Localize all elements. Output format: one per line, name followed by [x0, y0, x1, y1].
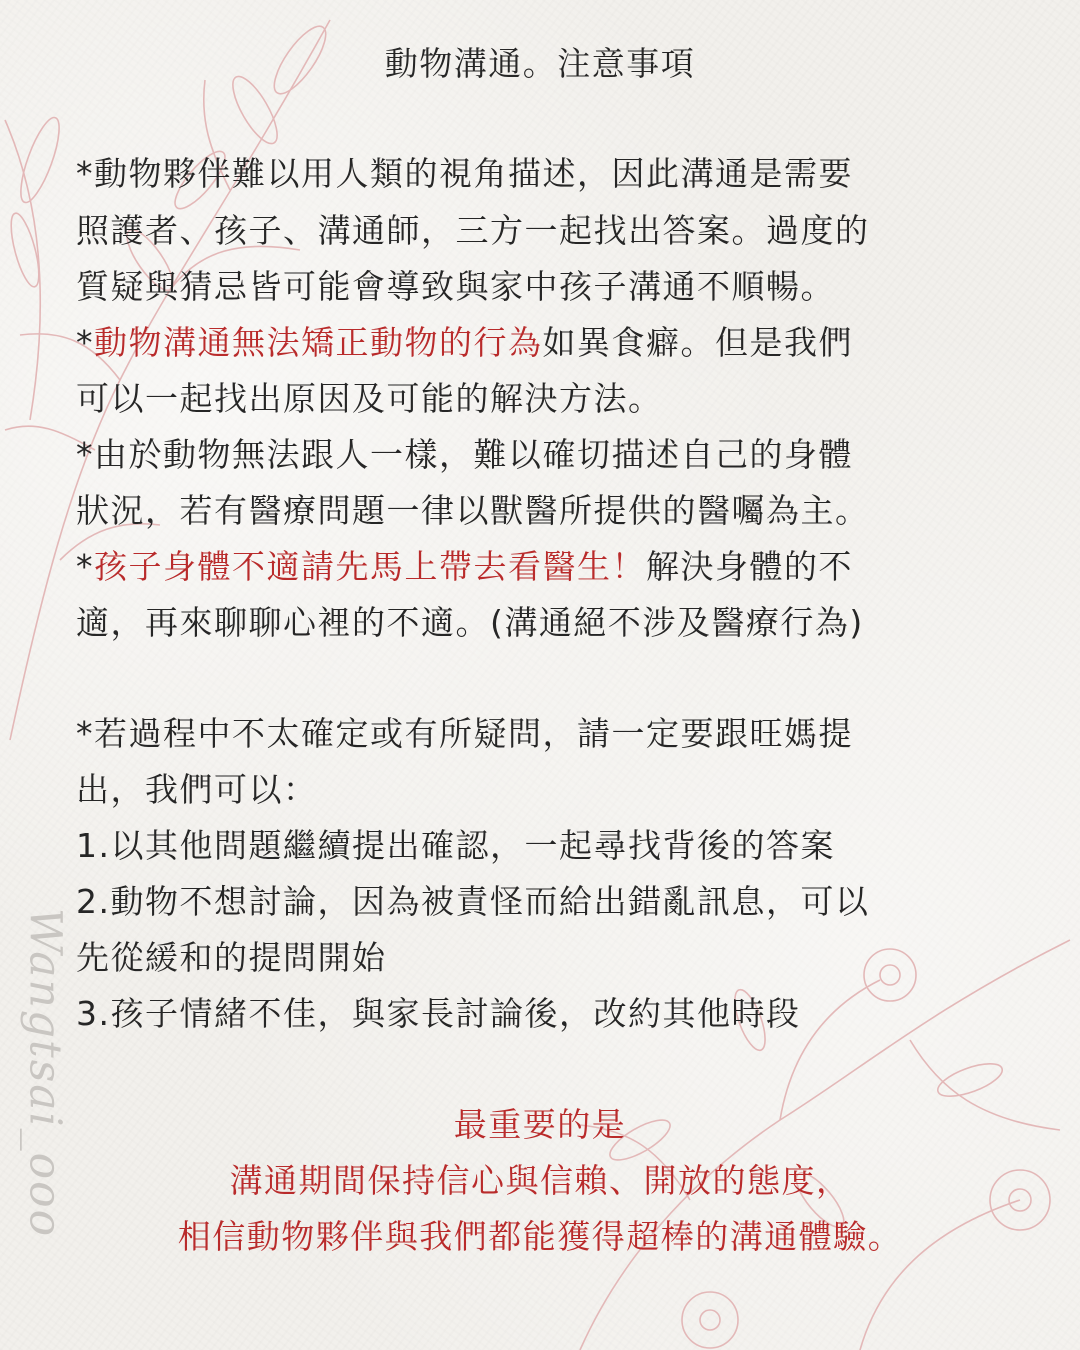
warning-highlight-doctor: 孩子身體不適請先馬上帶去看醫生！: [94, 547, 646, 586]
note-line: 質疑與猜忌皆可能會導致與家中孩子溝通不順暢。: [76, 267, 835, 306]
note-line: 適，再來聊聊心裡的不適。(溝通絕不涉及醫療行為): [76, 603, 864, 642]
note-line: *動物夥伴難以用人類的視角描述，因此溝通是需要: [76, 154, 853, 193]
note-line: *由於動物無法跟人一樣，難以確切描述自己的身體: [76, 435, 853, 474]
note-line: 可以一起找出原因及可能的解決方法。: [76, 379, 663, 418]
note-line-highlighted: [76, 547, 853, 587]
doubt-list-item: 2.動物不想討論，因為被責怪而給出錯亂訊息，可以: [76, 882, 870, 921]
doubt-line: 出，我們可以：: [76, 770, 318, 809]
note-line-highlighted: [76, 323, 853, 363]
page-title: 動物溝通。注意事項: [384, 44, 696, 83]
doubt-list-item: 1.以其他問題繼續提出確認，一起尋找背後的答案: [76, 826, 835, 865]
closing-line: 相信動物夥伴與我們都能獲得超棒的溝通體驗。: [177, 1217, 903, 1256]
closing-heading: 最重要的是: [453, 1105, 627, 1144]
note-line: 照護者、孩子、溝通師，三方一起找出答案。過度的: [76, 211, 870, 250]
note-line: 狀況，若有醫療問題一律以獸醫所提供的醫囑為主。: [76, 491, 870, 530]
note-suffix: 解決身體的不: [646, 547, 853, 586]
doubt-list-item-continued: 先從緩和的提問開始: [76, 938, 387, 977]
note-suffix: 如異食癖。但是我們: [542, 323, 853, 362]
note-bullet: *: [76, 547, 94, 586]
signature-text: Wangtsai_ooo: [19, 907, 71, 1238]
doubt-list-item: 3.孩子情緒不佳，與家長討論後，改約其他時段: [76, 994, 801, 1033]
warning-highlight-behavior: 動物溝通無法矯正動物的行為: [94, 323, 543, 362]
doubt-line: *若過程中不太確定或有所疑問，請一定要跟旺媽提: [76, 714, 853, 753]
closing-line: 溝通期間保持信心與信賴、開放的態度，: [229, 1161, 851, 1200]
note-bullet: *: [76, 323, 94, 362]
